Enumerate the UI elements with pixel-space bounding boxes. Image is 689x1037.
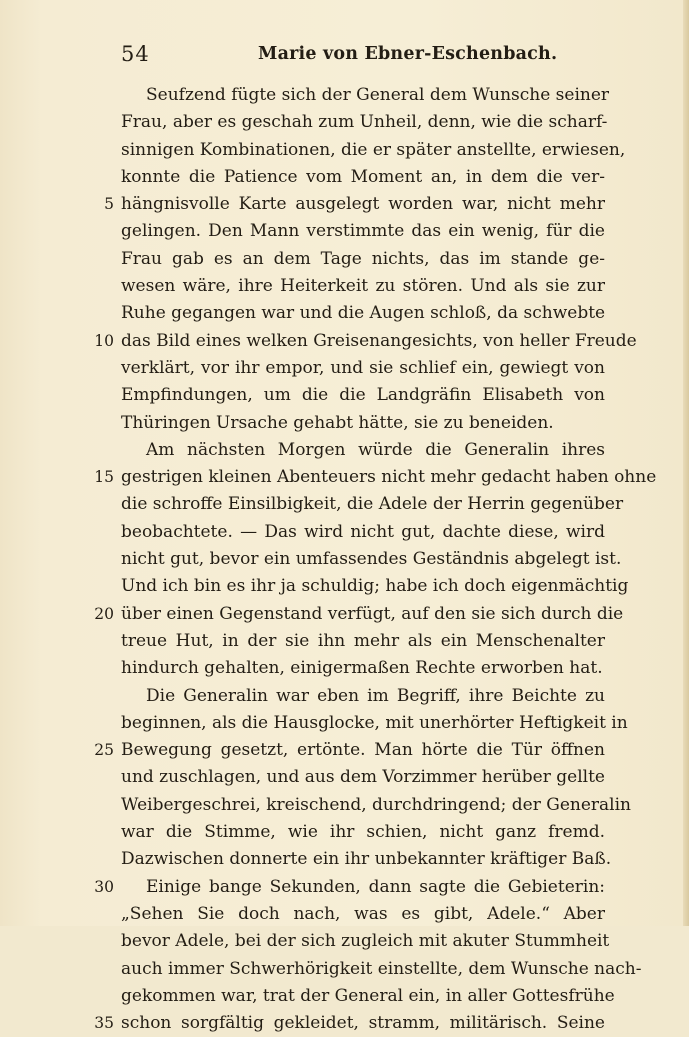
text-line [0,683,689,710]
text-line [0,273,689,300]
line-number: 10 [94,331,114,350]
line-text: hängnisvolle Karte ausgelegt worden war, nicht mehr [121,194,605,215]
text-line [0,737,689,764]
text-line [0,819,689,846]
line-number: 35 [94,1014,114,1033]
line-text: wesen wäre, ihre Heiterkeit zu stören. Und als sie zur [121,276,605,297]
line-text: auch immer Schwerhörigkeit einstellte, dem Wunsche nach- [121,958,642,979]
line-text: sinnigen Kombinationen, die er später anstellte, erwiesen, [121,139,626,160]
line-text: Frau, aber es geschah zum Unheil, denn, wie die scharf- [121,112,608,133]
line-text: beobachtete. — Das wird nicht gut, dachte diese, wird [121,521,605,542]
line-text: Weibergeschrei, kreischend, durchdringend; der Generalin [121,794,631,815]
page-number: 54 [121,42,150,66]
text-line [0,573,689,600]
line-text: Ruhe gegangen war und die Augen schloß, da schwebte [121,303,606,324]
line-text: gekommen war, trat der General ein, in aller Gottesfrühe [121,985,615,1006]
text-line [0,464,689,491]
line-text: schon sorgfältig gekleidet, stramm, militärisch. Seine [121,1013,605,1034]
line-text: das Bild eines welken Greisenangesichts, von heller Freude [121,330,637,351]
line-text: gelingen. Den Mann verstimmte das ein wenig, für die [121,221,605,242]
text-line [0,164,689,191]
line-text: bevor Adele, bei der sich zugleich mit akuter Stummheit [121,931,610,952]
text-line [0,437,689,464]
line-number: 15 [94,468,114,487]
text-line [0,382,689,409]
line-text: nicht gut, bevor ein umfassendes Geständnis abgelegt ist. [121,549,622,570]
text-line [0,764,689,791]
text-line [0,792,689,819]
text-line [0,956,689,983]
line-number: 30 [94,877,114,896]
line-text: Frau gab es an dem Tage nichts, das im stande ge- [121,248,605,269]
running-head: Marie von Ebner-Eschenbach. [258,44,558,64]
line-text: Am nächsten Morgen würde die Generalin ihres [146,439,605,460]
line-text: verklärt, vor ihr empor, und sie schlief ein, gewiegt von [121,357,605,378]
body-text [0,82,689,1037]
line-text: treue Hut, in der sie ihn mehr als ein Menschenalter [121,630,605,651]
text-line [0,710,689,737]
text-line [0,519,689,546]
line-text: und zuschlagen, und aus dem Vorzimmer herüber gellte [121,767,605,788]
line-text: Die Generalin war eben im Begriff, ihre Beichte zu [146,685,605,706]
line-text: gestrigen kleinen Abenteuers nicht mehr gedacht haben ohne [121,467,657,488]
text-line [0,109,689,136]
text-line [0,328,689,355]
line-text: Dazwischen donnerte ein ihr unbekannter kräftiger Baß. [121,849,612,870]
text-line [0,246,689,273]
text-line [0,628,689,655]
line-text: beginnen, als die Hausglocke, mit unerhörter Heftigkeit in [121,712,628,733]
line-text: Empfindungen, um die die Landgräfin Elisabeth von [121,385,605,406]
text-line [0,655,689,682]
text-line [0,355,689,382]
text-line [0,874,689,901]
line-number: 20 [94,604,114,623]
text-line [0,846,689,873]
line-text: hindurch gehalten, einigermaßen Rechte erworben hat. [121,658,603,679]
line-text: die schroffe Einsilbigkeit, die Adele der Herrin gegenüber [121,494,624,515]
text-line [0,983,689,1010]
text-line [0,601,689,628]
text-line [0,218,689,245]
text-line [0,491,689,518]
line-text: über einen Gegenstand verfügt, auf den sie sich durch die [121,603,624,624]
line-text: „Sehen Sie doch nach, was es gibt, Adele.“ Aber [121,903,605,924]
line-text: war die Stimme, wie ihr schien, nicht ganz fremd. [121,822,605,843]
text-line [0,1010,689,1037]
line-text: Thüringen Ursache gehabt hätte, sie zu beneiden. [121,412,554,433]
text-line [0,546,689,573]
text-line [0,300,689,327]
text-line [0,82,689,109]
line-number: 5 [104,195,114,214]
line-text: Und ich bin es ihr ja schuldig; habe ich doch eigenmächtig [121,576,629,597]
text-line [0,928,689,955]
line-text: konnte die Patience vom Moment an, in dem die ver- [121,166,605,187]
page-header [0,42,689,72]
line-text: Seufzend fügte sich der General dem Wunsche seiner [146,85,610,105]
line-number: 25 [94,741,114,760]
line-text: Bewegung gesetzt, ertönte. Man hörte die Tür öffnen [121,740,605,761]
text-line [0,901,689,928]
text-line [0,137,689,164]
line-text: Einige bange Sekunden, dann sagte die Gebieterin: [146,876,605,897]
text-line [0,191,689,218]
text-line [0,410,689,437]
